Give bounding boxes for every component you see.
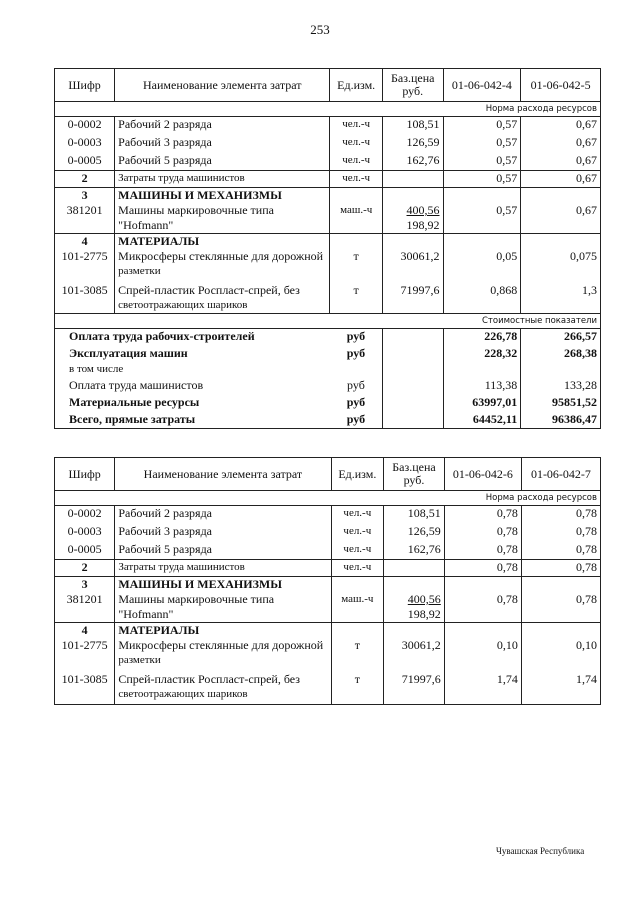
cost-unit: руб bbox=[346, 345, 366, 360]
row-col-b: 1,74 bbox=[521, 668, 600, 705]
row-name: Рабочий 5 разряда bbox=[115, 542, 331, 560]
cost-col-b: 266,57 bbox=[521, 329, 601, 346]
section-title: МАШИНЫ И МЕХАНИЗМЫ bbox=[118, 188, 282, 202]
row-unit: т bbox=[331, 668, 384, 705]
norm-label: Норма расхода ресурсов bbox=[55, 102, 601, 117]
row-col-a: 0,57 bbox=[443, 188, 521, 234]
row-unit: маш.-ч bbox=[331, 577, 384, 623]
price-bottom: 198,92 bbox=[406, 218, 440, 232]
row-col-b: 0,67 bbox=[521, 188, 601, 234]
row-col-a: 0,57 bbox=[443, 153, 521, 171]
row-price: 30061,2 bbox=[382, 234, 443, 280]
resource-table-2 bbox=[54, 457, 601, 705]
table-row bbox=[55, 279, 601, 314]
row-col-a: 0,57 bbox=[443, 135, 521, 153]
row-name-cont: разметки bbox=[118, 654, 161, 666]
section-title: МАТЕРИАЛЫ bbox=[118, 234, 200, 248]
row-unit: чел.-ч bbox=[330, 153, 383, 171]
cost-col-b: 268,38 bbox=[521, 346, 601, 362]
cost-col-b: 95851,52 bbox=[521, 395, 601, 412]
cost-row bbox=[55, 395, 601, 412]
table-row bbox=[55, 135, 601, 153]
price-bottom: 198,92 bbox=[407, 607, 441, 621]
cost-label: Стоимостные показатели bbox=[55, 314, 601, 329]
row-unit: чел.-ч bbox=[330, 171, 383, 188]
row-price: 71997,6 bbox=[382, 279, 443, 314]
table-header-row bbox=[55, 69, 601, 102]
machines-row bbox=[55, 577, 601, 623]
section-code: 3 bbox=[81, 188, 88, 202]
header-col-a: 01-06-042-6 bbox=[444, 458, 521, 491]
table-row bbox=[55, 524, 601, 542]
cost-row-total bbox=[55, 412, 601, 429]
row-code: 0-0005 bbox=[55, 153, 115, 171]
row-price: 126,59 bbox=[382, 135, 443, 153]
row-name: Спрей-пластик Роспласт-спрей, без bbox=[118, 672, 300, 686]
row-unit: маш.-ч bbox=[330, 188, 383, 234]
row-unit: чел.-ч bbox=[330, 117, 383, 135]
header-code: Шифр bbox=[55, 458, 115, 491]
table-row bbox=[55, 506, 601, 524]
row-unit: т bbox=[331, 623, 384, 669]
header-col-b: 01-06-042-7 bbox=[521, 458, 600, 491]
row-name-cont: светоотражающих шариков bbox=[118, 299, 248, 311]
header-price: Баз.цена руб. bbox=[382, 69, 443, 102]
cost-row bbox=[55, 362, 601, 378]
row-code: 0-0003 bbox=[55, 524, 115, 542]
row-name: Спрей-пластик Роспласт-спрей, без bbox=[118, 283, 300, 297]
price-top: 400,56 bbox=[407, 592, 441, 606]
cost-name: Оплата труда рабочих-строителей bbox=[55, 329, 330, 346]
header-unit: Ед.изм. bbox=[330, 69, 383, 102]
row-col-b: 0,67 bbox=[521, 171, 601, 188]
cost-col-b: 133,28 bbox=[521, 378, 601, 395]
header-name: Наименование элемента затрат bbox=[115, 458, 331, 491]
row-col-b: 0,10 bbox=[521, 623, 600, 669]
section-code: 4 bbox=[81, 623, 88, 637]
row-col-b: 0,67 bbox=[521, 135, 601, 153]
row-unit: чел.-ч bbox=[331, 506, 384, 524]
row-price: 30061,2 bbox=[384, 623, 445, 669]
cost-col-a: 226,78 bbox=[443, 329, 521, 346]
row-price: 126,59 bbox=[384, 524, 445, 542]
row-price: 108,51 bbox=[384, 506, 445, 524]
row-code: 101-3085 bbox=[55, 668, 115, 705]
row-unit: чел.-ч bbox=[330, 135, 383, 153]
row-name: Рабочий 3 разряда bbox=[115, 135, 330, 153]
cost-col-b: 96386,47 bbox=[521, 412, 601, 429]
row-col-b: 0,78 bbox=[521, 506, 600, 524]
page-number: 253 bbox=[310, 22, 330, 37]
cost-unit: руб bbox=[347, 377, 365, 392]
row-name: Затраты труда машинистов bbox=[115, 171, 330, 188]
header-col-a: 01-06-042-4 bbox=[443, 69, 521, 102]
row-price bbox=[384, 560, 445, 577]
header-col-b: 01-06-042-5 bbox=[521, 69, 601, 102]
row-col-a: 0,78 bbox=[444, 506, 521, 524]
row-col-b: 0,78 bbox=[521, 524, 600, 542]
cost-col-a: 113,38 bbox=[443, 378, 521, 395]
row-col-a: 0,78 bbox=[444, 524, 521, 542]
cost-row bbox=[55, 378, 601, 395]
cost-col-a: 228,32 bbox=[443, 346, 521, 362]
row-name: Машины маркировочные типа bbox=[118, 203, 274, 217]
row-name: Микросферы стеклянные для дорожной bbox=[118, 249, 324, 263]
row-name-cont: разметки bbox=[118, 265, 161, 277]
cost-unit: руб bbox=[330, 412, 383, 429]
row-col-a: 1,74 bbox=[444, 668, 521, 705]
machinists-row bbox=[55, 560, 601, 577]
header-code: Шифр bbox=[55, 69, 115, 102]
table-row bbox=[55, 153, 601, 171]
row-code: 381201 bbox=[66, 203, 103, 217]
norm-label: Норма расхода ресурсов bbox=[55, 491, 601, 506]
cost-row bbox=[55, 346, 601, 362]
header-unit: Ед.изм. bbox=[331, 458, 384, 491]
row-unit: т bbox=[330, 234, 383, 280]
section-title: МАТЕРИАЛЫ bbox=[118, 623, 200, 637]
price-top: 400,56 bbox=[406, 203, 440, 217]
row-price: 162,76 bbox=[382, 153, 443, 171]
machinists-row bbox=[55, 171, 601, 188]
row-code: 2 bbox=[55, 560, 115, 577]
row-price: 162,76 bbox=[384, 542, 445, 560]
cost-col-a: 64452,11 bbox=[443, 412, 521, 429]
cost-row bbox=[55, 329, 601, 346]
cost-unit: руб bbox=[346, 394, 366, 409]
section-code: 4 bbox=[81, 234, 88, 248]
footer-region: Чувашская Республика bbox=[496, 846, 585, 856]
row-code: 0-0002 bbox=[55, 506, 115, 524]
row-name-cont: "Hofmann" bbox=[118, 607, 174, 621]
row-code: 0-0003 bbox=[55, 135, 115, 153]
row-code: 381201 bbox=[66, 592, 103, 606]
row-code: 101-2775 bbox=[61, 249, 108, 263]
row-name: Рабочий 3 разряда bbox=[115, 524, 331, 542]
row-name: Рабочий 2 разряда bbox=[115, 506, 331, 524]
table-header-row bbox=[55, 458, 601, 491]
row-col-a: 0,10 bbox=[444, 623, 521, 669]
row-col-a: 0,05 bbox=[443, 234, 521, 280]
materials-row bbox=[55, 234, 601, 280]
cost-name: Эксплуатация машин bbox=[55, 346, 330, 362]
row-unit: т bbox=[330, 279, 383, 314]
row-col-b: 0,67 bbox=[521, 117, 601, 135]
row-name: Микросферы стеклянные для дорожной bbox=[118, 638, 324, 652]
section-code: 3 bbox=[81, 577, 88, 591]
row-col-a: 0,78 bbox=[444, 542, 521, 560]
table-row bbox=[55, 542, 601, 560]
cost-unit: руб bbox=[346, 329, 366, 343]
row-col-b: 0,78 bbox=[521, 577, 600, 623]
row-col-b: 0,67 bbox=[521, 153, 601, 171]
row-unit: чел.-ч bbox=[331, 524, 384, 542]
row-col-b: 1,3 bbox=[521, 279, 601, 314]
row-unit: чел.-ч bbox=[331, 542, 384, 560]
row-name-cont: светоотражающих шариков bbox=[118, 688, 248, 700]
row-col-a: 0,57 bbox=[443, 117, 521, 135]
row-name: Рабочий 2 разряда bbox=[115, 117, 330, 135]
row-price: 108,51 bbox=[382, 117, 443, 135]
row-unit: чел.-ч bbox=[331, 560, 384, 577]
cost-name: в том числе bbox=[55, 362, 330, 378]
row-code: 101-2775 bbox=[61, 638, 108, 652]
row-price bbox=[382, 171, 443, 188]
row-price: 71997,6 bbox=[384, 668, 445, 705]
cost-name: Всего, прямые затраты bbox=[55, 412, 330, 429]
table-row bbox=[55, 668, 601, 705]
resource-table-1 bbox=[54, 68, 601, 429]
row-col-b: 0,075 bbox=[521, 234, 601, 280]
row-name: Машины маркировочные типа bbox=[118, 592, 275, 606]
row-code: 0-0002 bbox=[55, 117, 115, 135]
row-col-a: 0,78 bbox=[444, 560, 521, 577]
row-name: Затраты труда машинистов bbox=[115, 560, 331, 577]
cost-name: Оплата труда машинистов bbox=[55, 378, 330, 395]
cost-col-a: 63997,01 bbox=[443, 395, 521, 412]
row-col-b: 0,78 bbox=[521, 560, 600, 577]
row-col-a: 0,78 bbox=[444, 577, 521, 623]
section-title: МАШИНЫ И МЕХАНИЗМЫ bbox=[118, 577, 283, 591]
header-name: Наименование элемента затрат bbox=[115, 69, 330, 102]
cost-name: Материальные ресурсы bbox=[55, 395, 330, 412]
row-col-a: 0,57 bbox=[443, 171, 521, 188]
row-code: 0-0005 bbox=[55, 542, 115, 560]
row-col-a: 0,868 bbox=[443, 279, 521, 314]
machines-row bbox=[55, 188, 601, 234]
row-name: Рабочий 5 разряда bbox=[115, 153, 330, 171]
materials-row bbox=[55, 623, 601, 669]
row-name-cont: "Hofmann" bbox=[118, 218, 174, 232]
row-code: 101-3085 bbox=[55, 279, 115, 314]
table-row bbox=[55, 117, 601, 135]
header-price: Баз.цена руб. bbox=[384, 458, 445, 491]
row-code: 2 bbox=[55, 171, 115, 188]
row-col-b: 0,78 bbox=[521, 542, 600, 560]
